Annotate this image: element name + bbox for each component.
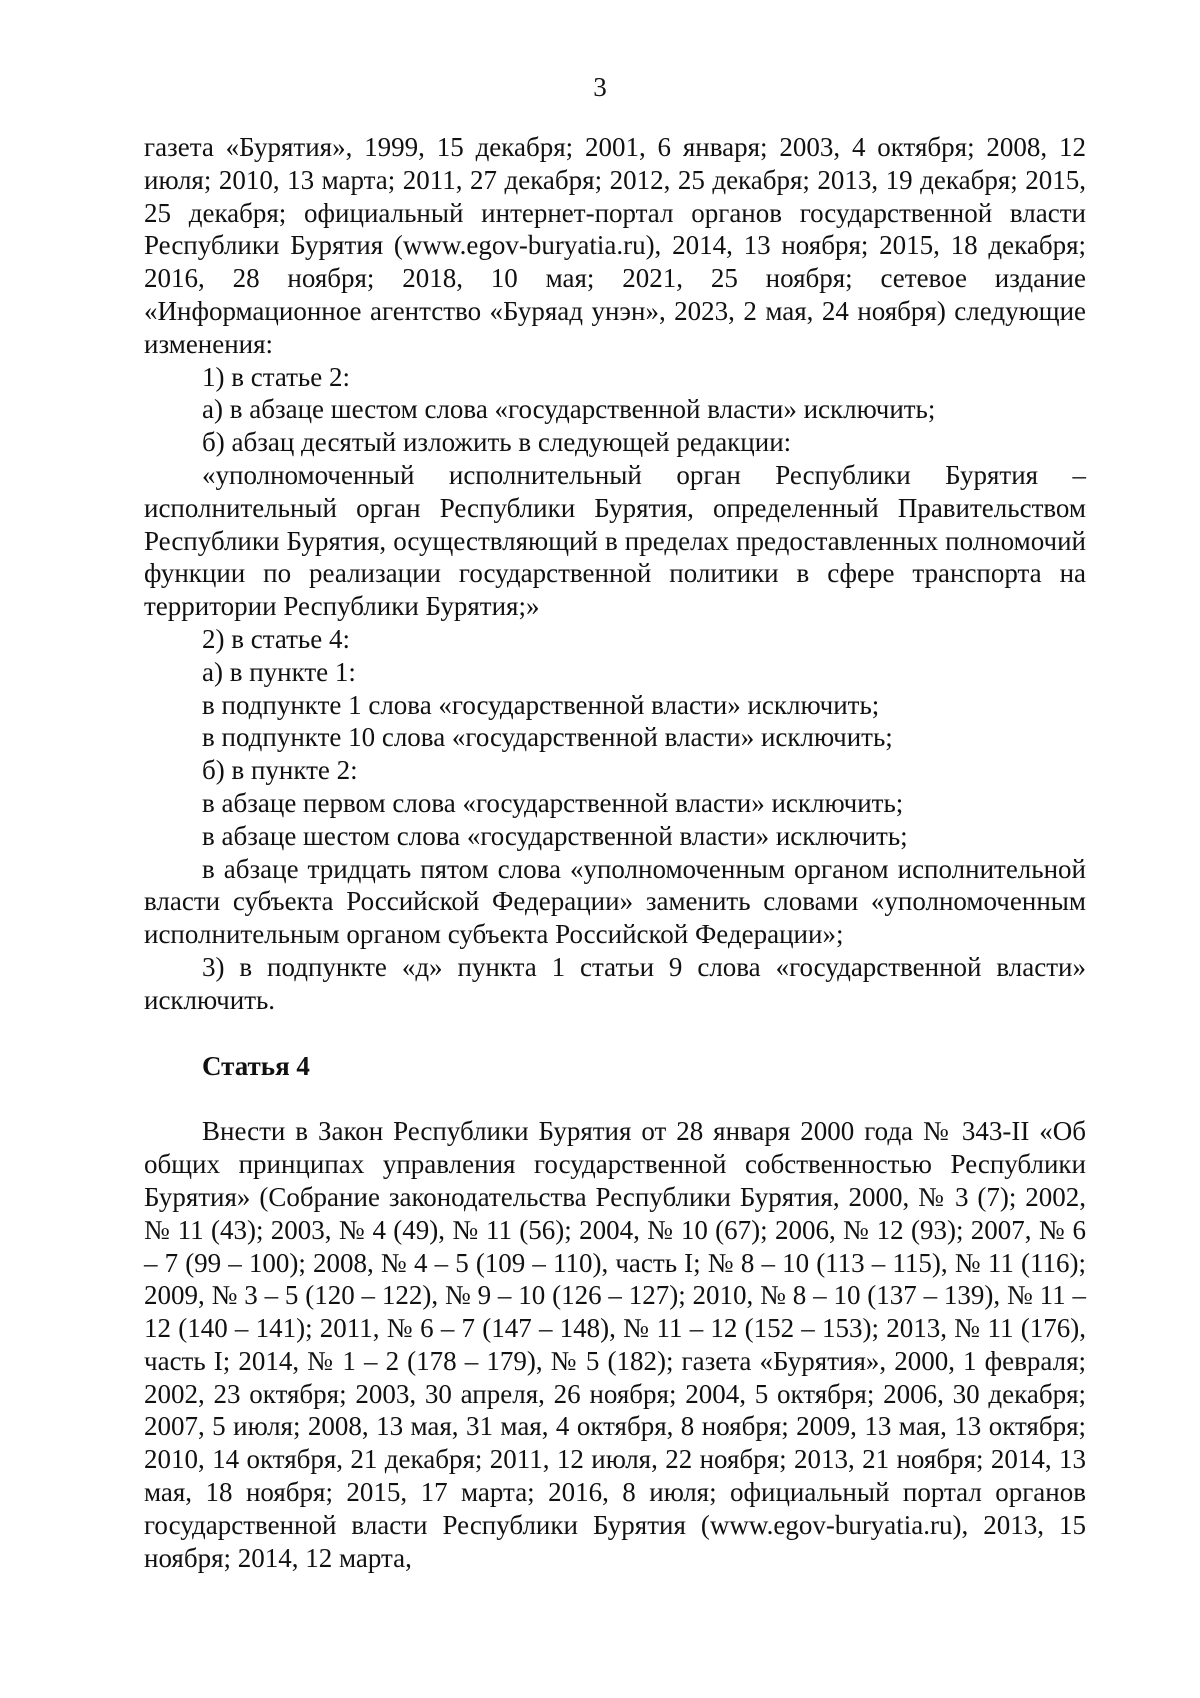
- change-item-1a: а) в абзаце шестом слова «государственной власти» исключить;: [202, 394, 936, 425]
- amendment-sources-paragraph: газета «Бурятия», 1999, 15 декабря; 2001, 6 января; 2003, 4 октября; 2008, 12 июля; 2010, 13 марта; 2011, 27 декабря; 2012, 25 декабря; 2013, 19 декабря; 2015, 25 декабря; официальный интернет-портал органов государственной власти Республики Бурятия (www.egov-buryatia.ru), 2014, 13 ноября; 2015, 18 декабря; 2016, 28 ноября; 2018, 10 мая; 2021, 25 ноября; сетевое издание «Информационное агентство «Буряад унэн», 2023, 2 мая, 24 ноября) следующие изменения:: [144, 132, 1086, 359]
- new-wording-quote: «уполномоченный исполнительный орган Республики Бурятия – исполнительный орган Республики Бурятия, определенный Правительством Республики Бурятия, осуществляющий в пределах предоставленных полномочий функции по реализации государственной политики в сфере транспорта на территории Республики Бурятия;»: [144, 459, 1086, 622]
- change-item-1: 1) в статье 2:: [202, 361, 350, 392]
- change-item-2: 2) в статье 4:: [202, 623, 350, 654]
- article-4-heading: Статья 4: [202, 1050, 310, 1081]
- change-item-2a: а) в пункте 1:: [202, 656, 356, 687]
- change-item-2a-sub10: в подпункте 10 слова «государственной власти» исключить;: [202, 722, 893, 753]
- change-item-2b: б) в пункте 2:: [202, 755, 358, 786]
- change-item-2b-par6: в абзаце шестом слова «государственной власти» исключить;: [202, 820, 908, 851]
- change-item-2a-sub1: в подпункте 1 слова «государственной власти» исключить;: [202, 689, 880, 720]
- change-item-3: 3) в подпункте «д» пункта 1 статьи 9 слова «государственной власти» исключить.: [144, 951, 1086, 1015]
- page-number: 3: [593, 72, 607, 102]
- change-item-2b-par35: в абзаце тридцать пятом слова «уполномоченным органом исполнительной власти субъекта Российской Федерации» заменить словами «уполномоченным исполнительным органом субъекта Российской Федерации»;: [144, 853, 1086, 950]
- article-4-text: Внести в Закон Республики Бурятия от 28 января 2000 года № 343-II «Об общих принципах управления государственной собственностью Республики Бурятия» (Собрание законодательства Республики Бурятия, 2000, № 3 (7); 2002, № 11 (43); 2003, № 4 (49), № 11 (56); 2004, № 10 (67); 2006, № 12 (93); 2007, № 6 – 7 (99 – 100); 2008, № 4 – 5 (109 – 110), часть I; № 8 – 10 (113 – 115), № 11 (116); 2009, № 3 – 5 (120 – 122), № 9 – 10 (126 – 127); 2010, № 8 – 10 (137 – 139), № 11 – 12 (140 – 141); 2011, № 6 – 7 (147 – 148), № 11 – 12 (152 – 153); 2013, № 11 (176), часть I; 2014, № 1 – 2 (178 – 179), № 5 (182); газета «Бурятия», 2000, 1 февраля; 2002, 23 октября; 2003, 30 апреля, 26 ноября; 2004, 5 октября; 2006, 30 декабря; 2007, 5 июля; 2008, 13 мая, 31 мая, 4 октября, 8 ноября; 2009, 13 мая, 13 октября; 2010, 14 октября, 21 декабря; 2011, 12 июля, 22 ноября; 2013, 21 ноября; 2014, 13 мая, 18 ноября; 2015, 17 марта; 2016, 8 июля; официальный портал органов государственной власти Республики Бурятия (www.egov-buryatia.ru), 2013, 15 ноября; 2014, 12 марта,: [144, 1116, 1086, 1573]
- change-item-2b-par1: в абзаце первом слова «государственной власти» исключить;: [202, 787, 904, 818]
- change-item-1b: б) абзац десятый изложить в следующей редакции:: [202, 427, 792, 458]
- document-body: [144, 131, 1086, 1574]
